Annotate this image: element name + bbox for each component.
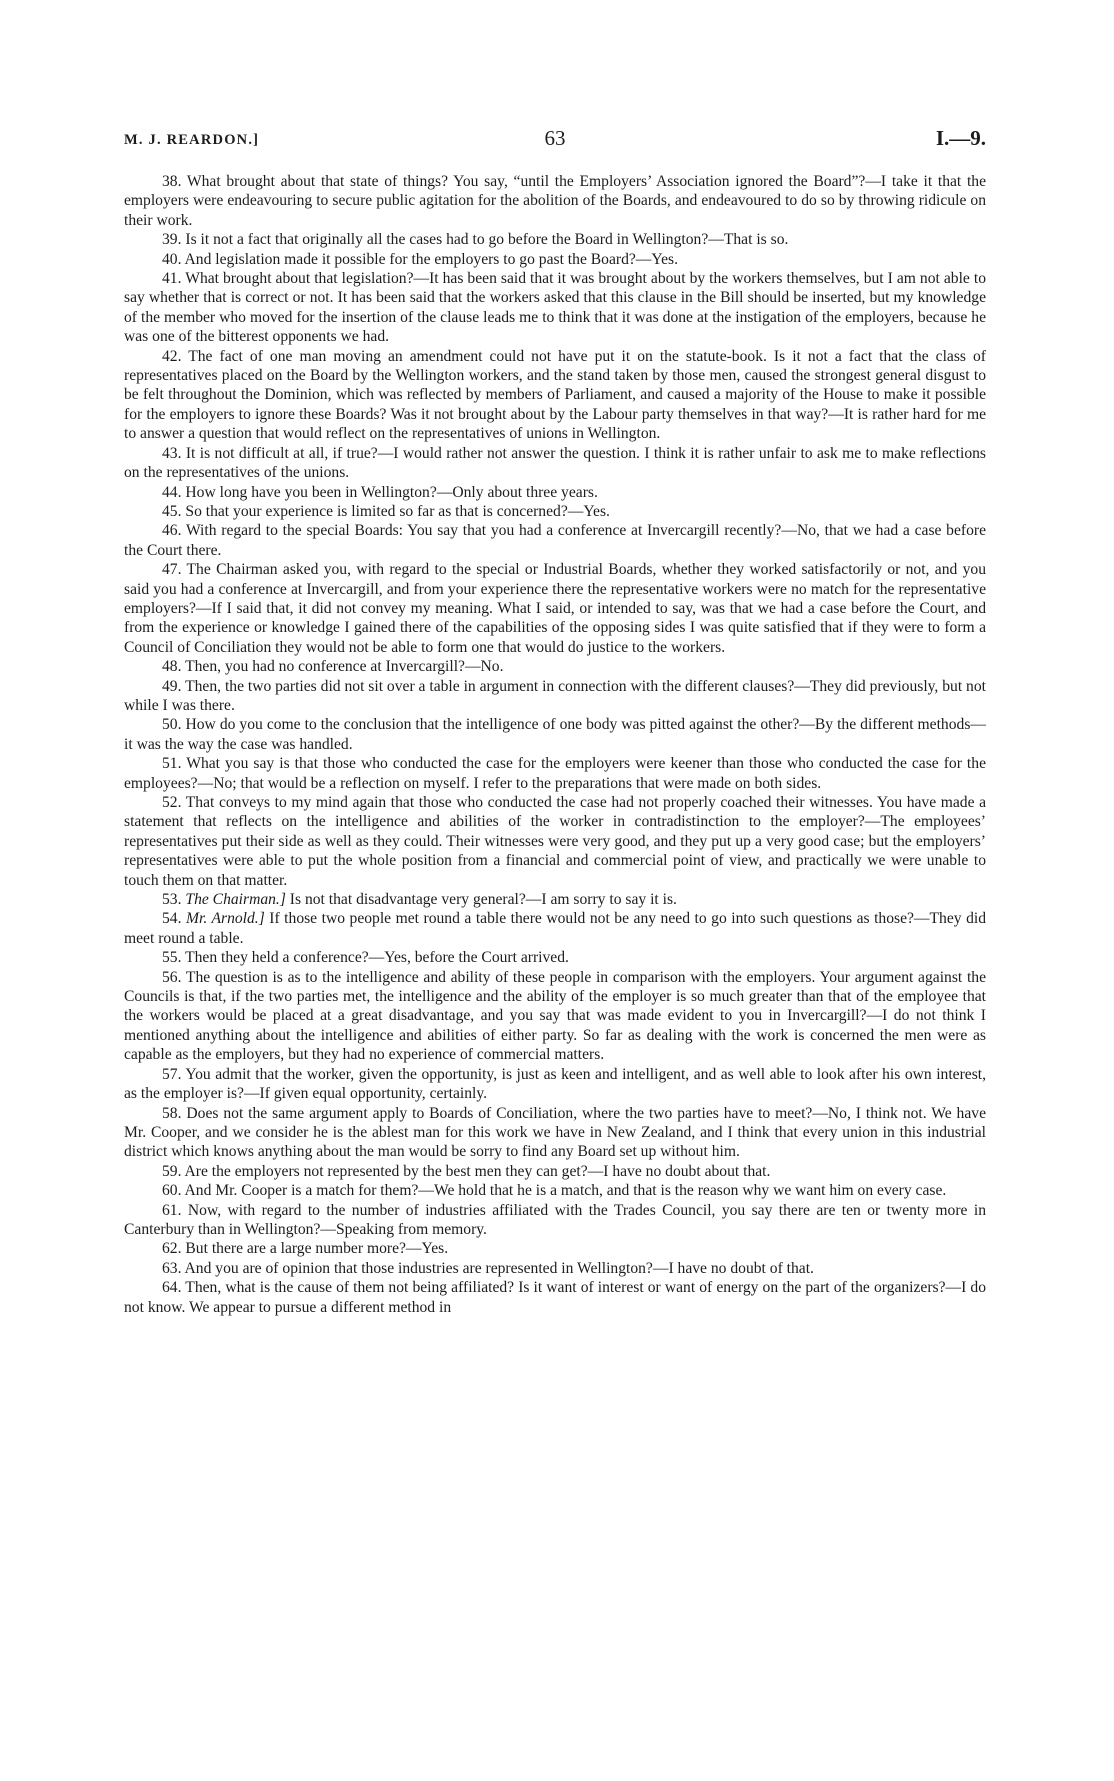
witness-name: M. J. REARDON.] — [124, 132, 260, 148]
paragraph-54 — [124, 909, 986, 948]
paper-reference: I.—9. — [935, 126, 986, 150]
paragraph-40: 40. And legislation made it possible for the employers to go past the Board?—Yes. — [162, 250, 678, 268]
document-body — [124, 172, 986, 1317]
question-number: 54. — [162, 910, 187, 928]
paragraph-text: If those two people met round a table there would not be any need to go into such questions as those?—They did meet round a table. — [124, 910, 986, 947]
paragraph-53 — [124, 890, 986, 909]
paragraph-55: 55. Then they held a conference?—Yes, before the Court arrived. — [162, 949, 569, 967]
paragraph-41: 41. What brought about that legislation?—It has been said that it was brought about by the workers themselves, but I am not able to say whether that is correct or not. It has been said that the workers asked that this clause in the Bill should be inserted, but my knowledge of the member who moved for the insertion of the clause leads me to think that it was done at the instigation of the employers, because he was one of the bitterest opponents we had. — [124, 270, 986, 346]
paragraph-51: 51. What you say is that those who conducted the case for the employers were keener than those who conducted the case for the employees?—No; that would be a reflection on myself. I refer to the preparations that were made on both sides. — [124, 755, 986, 792]
paragraph-39: 39. Is it not a fact that originally all the cases had to go before the Board in Wellington?—That is so. — [162, 231, 789, 249]
paragraph-49: 49. Then, the two parties did not sit over a table in argument in connection with the different clauses?—They did previously, but not while I was there. — [124, 677, 986, 714]
paragraph-57: 57. You admit that the worker, given the opportunity, is just as keen and intelligent, and as well able to look after his own interest, as the employer is?—If given equal opportunity, certainly. — [124, 1065, 986, 1103]
paragraph-59: 59. Are the employers not represented by the best men they can get?—I have no doubt about that. — [162, 1162, 771, 1180]
paragraph-47: 47. The Chairman asked you, with regard to the special or Industrial Boards, whether they worked satisfactorily or not, and you said you had a conference at Invercargill, and from your experience there the representative workers were no match for the representative employers?—If I said that, it did not convey my meaning. What I said, or intended to say, was that we had a case before the Court, and from the experience or knowledge I gained there of the capabilities of the opposing sides I was quite satisfied that if they were to form a Council of Conciliation they would not be able to form one that would do justice to the workers. — [124, 561, 986, 656]
paragraph-63: 63. And you are of opinion that those industries are represented in Wellington?—I have no doubt of that. — [162, 1259, 814, 1277]
paragraph-58: 58. Does not the same argument apply to Boards of Conciliation, where the two parties have to meet?—No, I think not. We have Mr. Cooper, and we consider he is the ablest man for this work we have in New Zealand, and I think that every union in this industrial district which knows anything about the man would be sorry to find any Board set up without him. — [124, 1104, 986, 1161]
paragraph-43: 43. It is not difficult at all, if true?—I would rather not answer the question. I think it is rather unfair to ask me to make reflections on the representatives of the unions. — [124, 444, 986, 482]
paragraph-45: 45. So that your experience is limited so far as that is concerned?—Yes. — [162, 502, 610, 520]
question-number: 53. — [162, 891, 186, 909]
paragraph-60: 60. And Mr. Cooper is a match for them?—We hold that he is a match, and that is the reason why we want him on every case. — [162, 1182, 947, 1200]
paragraph-42: 42. The fact of one man moving an amendment could not have put it on the statute-book. Is it not a fact that the class of representatives placed on the Board by the Wellington workers, and the stand taken by those men, caused the strongest general disgust to be felt throughout the Dominion, which was reflected by members of Parliament, and caused a majority of the House to make it possible for the employers to ignore these Boards? Was it not brought about by the Labour party themselves in that way?—It is rather hard for me to answer a question that would reflect on the representatives of unions in Wellington. — [124, 347, 986, 443]
paragraph-46: 46. With regard to the special Boards: You say that you had a conference at Invercargill recently?—No, that we had a case before the Court there. — [124, 522, 986, 559]
page-header — [124, 126, 986, 156]
paragraph-52: 52. That conveys to my mind again that those who conducted the case had not properly coached their witnesses. You have made a statement that reflects on the intelligence and abilities of the worker in contradistinction to the employer?—The employees’ representatives put their side as well as they could. Their witnesses were very good, and they put up a very good case; but the employers’ representatives were able to put the whole position from a financial and commercial point of view, and practically we were unable to touch them on that matter. — [124, 794, 986, 889]
paragraph-48: 48. Then, you had no conference at Invercargill?—No. — [162, 658, 504, 676]
speaker-label: Mr. Arnold.] — [186, 910, 265, 928]
page-number: 63 — [544, 126, 566, 150]
paragraph-64: 64. Then, what is the cause of them not being affiliated? Is it want of interest or want of energy on the part of the organizers?—I do not know. We appear to pursue a different method in — [124, 1279, 986, 1316]
paragraph-38: 38. What brought about that state of things? You say, “until the Employers’ Association ignored the Board”?—I take it that the employers were endeavouring to secure public agitation for the abolition of the Boards, and endeavoured to do so by throwing ridicule on their work. — [124, 173, 986, 229]
paragraph-56: 56. The question is as to the intelligence and ability of these people in comparison with the employers. Your argument against the Councils is that, if the two parties met, the intelligence and the ability of the employer is so much greater than that of the employee that the workers would be placed at a great disadvantage, and you say that was made evident to you in Invercargill?—I do not think I mentioned anything about the intelligence and abilities of either party. So far as dealing with the work is concerned the men were as capable as the employers, but they had no experience of commercial matters. — [124, 968, 986, 1064]
paragraph-62: 62. But there are a large number more?—Yes. — [162, 1240, 449, 1258]
paragraph-44: 44. How long have you been in Wellington?—Only about three years. — [162, 483, 598, 501]
speaker-label: The Chairman.] — [185, 891, 286, 909]
paragraph-61: 61. Now, with regard to the number of industries affiliated with the Trades Council, you say there are ten or twenty more in Canterbury than in Wellington?—Speaking from memory. — [124, 1201, 986, 1238]
paragraph-text: Is not that disadvantage very general?—I am sorry to say it is. — [285, 891, 677, 909]
paragraph-50: 50. How do you come to the conclusion that the intelligence of one body was pitted against the other?—By the different methods—it was the way the case was handled. — [124, 716, 986, 753]
